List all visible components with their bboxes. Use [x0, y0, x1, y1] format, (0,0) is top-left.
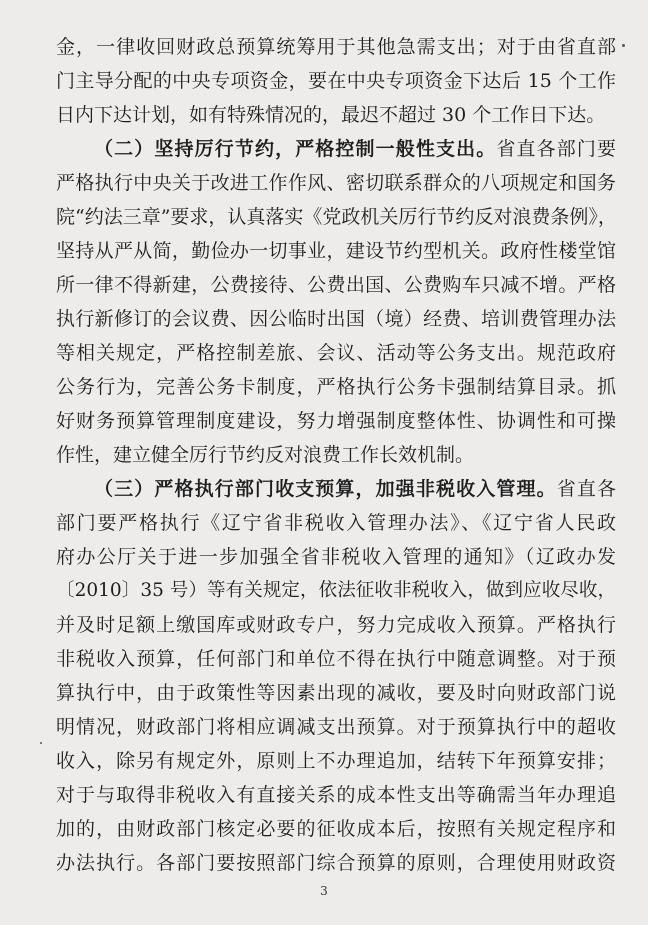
text-line: 院“约法三章”要求，认真落实《党政机关厉行节约反对浪费条例》，	[56, 206, 617, 228]
text-line: 坚持从严从简，勤俭办一切事业，建设节约型机关。政府性楼堂馆	[56, 240, 616, 262]
text-line: 等相关规定，严格控制差旅、会议、活动等公务支出。规范政府	[56, 342, 616, 364]
text-line: 公务行为，完善公务卡制度，严格执行公务卡强制结算目录。抓	[56, 376, 616, 398]
text-line: 加的，由财政部门核定必要的征收成本后，按照有关规定程序和	[56, 818, 616, 840]
text-line: 金，一律收回财政总预算统筹用于其他急需支出；对于由省直部	[56, 36, 616, 58]
section-3-first-line-rest: 省直各	[556, 478, 616, 500]
text-line: 所一律不得新建，公费接待、公费出国、公费购车只减不增。严格	[56, 274, 616, 296]
section-2-heading: （二）坚持厉行节约，严格控制一般性支出。	[94, 138, 497, 160]
text-line: 作性，建立健全厉行节约反对浪费工作长效机制。	[56, 444, 475, 466]
text-line: 算执行中，由于政策性等因素出现的减收，要及时向财政部门说	[56, 682, 616, 704]
text-line: 对于与取得非税收入有直接关系的成本性支出等确需当年办理追	[56, 784, 616, 806]
text-line: 明情况，财政部门将相应调减支出预算。对于预算执行中的超收	[56, 716, 616, 738]
text-line: 好财务预算管理制度建设，努力增强制度整体性、协调性和可操	[56, 410, 616, 432]
text-line: 并及时足额上缴国库或财政专户，努力完成收入预算。严格执行	[56, 614, 616, 636]
section-3-heading: （三）严格执行部门收支预算，加强非税收入管理。	[94, 478, 557, 500]
section-2-first-line	[94, 132, 616, 166]
section-2-first-line-rest: 省直各部门要	[496, 138, 616, 160]
scan-speck	[622, 44, 625, 47]
text-line: 办法执行。各部门要按照部门综合预算的原则，合理使用财政资	[56, 852, 616, 874]
section-3-first-line	[94, 472, 616, 506]
text-line: 日内下达计划，如有特殊情况的，最迟不超过 30 个工作日下达。	[56, 104, 606, 126]
text-line: 执行新修订的会议费、因公临时出国（境）经费、培训费管理办法	[56, 308, 616, 330]
text-line: 部门要严格执行《辽宁省非税收入管理办法》、《辽宁省人民政	[56, 512, 616, 534]
text-line: 收入，除另有规定外，原则上不办理追加，结转下年预算安排；	[56, 750, 616, 772]
text-line: 非税收入预算，任何部门和单位不得在执行中随意调整。对于预	[56, 648, 616, 670]
text-line: 〔2010〕35 号）等有关规定，依法征收非税收入，做到应收尽收，	[56, 580, 616, 601]
text-line: 门主导分配的中央专项资金，要在中央专项资金下达后 15 个工作	[56, 70, 616, 92]
text-line: 严格执行中央关于改进工作作风、密切联系群众的八项规定和国务	[56, 172, 616, 194]
scan-speck	[40, 742, 42, 744]
page-number: 3	[320, 884, 328, 898]
text-line: 府办公厅关于进一步加强全省非税收入管理的通知》（辽政办发	[56, 546, 616, 568]
